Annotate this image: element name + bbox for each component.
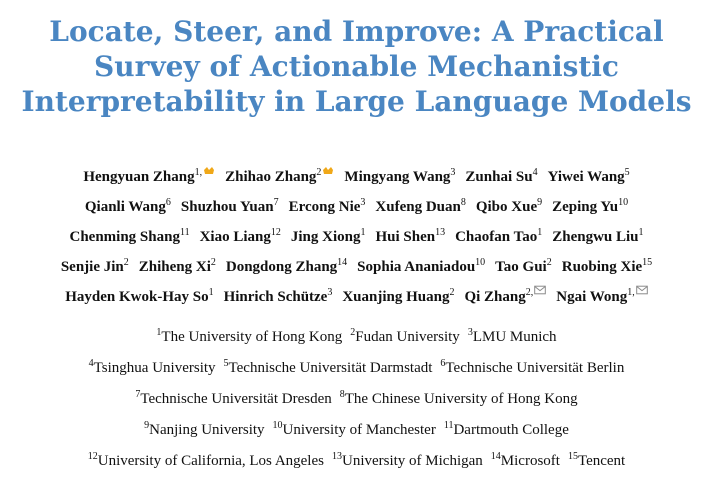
author-name xyxy=(289,192,366,222)
affiliation-item xyxy=(491,446,560,477)
affiliation-superscript: 10 xyxy=(475,257,486,268)
author-name xyxy=(495,252,552,282)
affiliation-item xyxy=(224,353,433,384)
affiliation-superscript: 2 xyxy=(210,257,216,268)
author-name xyxy=(200,222,281,252)
author-name-text: Ercong Nie xyxy=(288,199,361,215)
author-name xyxy=(375,192,465,222)
title-line: Survey of Actionable Mechanistic xyxy=(94,50,619,83)
author-name xyxy=(476,192,542,222)
affiliation-name: The University of Hong Kong xyxy=(161,329,343,345)
author-name xyxy=(552,192,628,222)
author-name xyxy=(61,252,129,282)
affiliation-number: 1 xyxy=(156,327,162,338)
affiliation-superscript: 5 xyxy=(624,167,630,178)
affiliation-superscript: 3 xyxy=(450,167,456,178)
affiliation-number: 11 xyxy=(443,420,454,431)
affiliation-number: 7 xyxy=(135,389,141,400)
author-name-text: Yiwei Wang xyxy=(547,169,625,185)
author-name xyxy=(139,252,216,282)
affiliation-item xyxy=(468,322,557,353)
affiliation-number: 8 xyxy=(339,389,345,400)
author-name-text: Hengyuan Zhang xyxy=(83,169,195,185)
author-name xyxy=(464,282,546,312)
affiliation-item xyxy=(156,322,342,353)
affiliation-name: University of California, Los Angeles xyxy=(97,453,324,469)
affiliation-name: Dartmouth College xyxy=(453,422,569,438)
author-name-text: Hayden Kwok-Hay So xyxy=(65,289,209,305)
affiliation-row xyxy=(0,415,713,446)
paper-title xyxy=(0,14,713,119)
equal-contribution-icon xyxy=(322,165,334,175)
author-name-text: Xufeng Duan xyxy=(375,199,461,215)
affiliation-number: 15 xyxy=(567,451,578,462)
affiliation-item xyxy=(340,384,578,415)
envelope-icon xyxy=(534,285,546,295)
affiliation-item xyxy=(350,322,460,353)
affiliation-superscript: 7 xyxy=(273,197,279,208)
affiliation-superscript: 1 xyxy=(537,227,543,238)
affiliation-number: 9 xyxy=(144,420,150,431)
title-line: Locate, Steer, and Improve: A Practical xyxy=(49,15,664,48)
author-name-text: Sophia Ananiadou xyxy=(357,259,476,275)
author-row xyxy=(0,282,713,312)
envelope-icon xyxy=(636,285,648,295)
author-name-text: Shuzhou Yuan xyxy=(180,199,274,215)
affiliation-number: 6 xyxy=(440,358,446,369)
affiliation-superscript: 1, xyxy=(627,287,635,298)
author-name-text: Xiao Liang xyxy=(199,229,271,245)
author-name-text: Zhihao Zhang xyxy=(225,169,317,185)
author-name-text: Xuanjing Huang xyxy=(342,289,450,305)
author-name xyxy=(375,222,445,252)
author-name-text: Qi Zhang xyxy=(464,289,526,305)
affiliation-superscript: 11 xyxy=(179,227,190,238)
author-name-text: Zunhai Su xyxy=(465,169,533,185)
author-name xyxy=(83,162,215,192)
author-name xyxy=(465,162,537,192)
affiliation-name: Technische Universität Darmstadt xyxy=(228,360,433,376)
affiliation-item xyxy=(273,415,436,446)
affiliation-superscript: 2 xyxy=(449,287,455,298)
affiliation-number: 10 xyxy=(272,420,283,431)
author-name xyxy=(65,282,213,312)
author-name xyxy=(181,192,279,222)
author-name-text: Zhengwu Liu xyxy=(552,229,639,245)
author-name-text: Mingyang Wang xyxy=(344,169,451,185)
affiliation-superscript: 10 xyxy=(618,197,629,208)
affiliation-list xyxy=(0,322,713,477)
author-name xyxy=(556,282,648,312)
author-name-text: Chaofan Tao xyxy=(455,229,538,245)
author-row xyxy=(0,222,713,252)
affiliation-name: Technische Universität Dresden xyxy=(140,391,332,407)
author-name-text: Dongdong Zhang xyxy=(225,259,338,275)
affiliation-item xyxy=(89,353,216,384)
author-name xyxy=(69,222,189,252)
affiliation-item xyxy=(144,415,264,446)
affiliation-superscript: 1 xyxy=(638,227,644,238)
author-name xyxy=(548,162,630,192)
author-name xyxy=(226,252,347,282)
author-row xyxy=(0,192,713,222)
author-name xyxy=(85,192,171,222)
affiliation-item xyxy=(568,446,625,477)
author-name xyxy=(344,162,455,192)
affiliation-superscript: 15 xyxy=(642,257,653,268)
author-name-text: Zeping Yu xyxy=(552,199,619,215)
author-name xyxy=(455,222,542,252)
affiliation-item xyxy=(88,446,324,477)
affiliation-row xyxy=(0,322,713,353)
affiliation-superscript: 8 xyxy=(460,197,466,208)
author-name-text: Ngai Wong xyxy=(556,289,628,305)
affiliation-number: 5 xyxy=(223,358,229,369)
affiliation-superscript: 2 xyxy=(546,257,552,268)
affiliation-superscript: 1 xyxy=(360,227,366,238)
author-name xyxy=(552,222,643,252)
affiliation-number: 14 xyxy=(490,451,501,462)
equal-contribution-icon xyxy=(203,165,215,175)
affiliation-superscript: 14 xyxy=(337,257,348,268)
title-line: Interpretability in Large Language Models xyxy=(21,85,692,118)
affiliation-superscript: 3 xyxy=(327,287,333,298)
affiliation-name: University of Michigan xyxy=(341,453,483,469)
author-row xyxy=(0,162,713,192)
affiliation-row xyxy=(0,384,713,415)
affiliation-superscript: 6 xyxy=(165,197,171,208)
affiliation-row xyxy=(0,353,713,384)
affiliation-item xyxy=(444,415,569,446)
author-name-text: Qibo Xue xyxy=(475,199,538,215)
affiliation-superscript: 1 xyxy=(208,287,214,298)
affiliation-item xyxy=(440,353,624,384)
affiliation-name: Technische Universität Berlin xyxy=(445,360,625,376)
author-name-text: Hui Shen xyxy=(375,229,436,245)
author-name xyxy=(562,252,652,282)
affiliation-superscript: 9 xyxy=(537,197,543,208)
affiliation-superscript: 2 xyxy=(123,257,129,268)
affiliation-item xyxy=(135,384,331,415)
affiliation-item xyxy=(332,446,483,477)
affiliation-superscript: 12 xyxy=(270,227,281,238)
affiliation-number: 4 xyxy=(88,358,94,369)
affiliation-name: LMU Munich xyxy=(472,329,557,345)
author-name-text: Tao Gui xyxy=(495,259,547,275)
author-name xyxy=(357,252,485,282)
affiliation-superscript: 3 xyxy=(360,197,366,208)
affiliation-number: 13 xyxy=(331,451,342,462)
author-name xyxy=(225,162,334,192)
affiliation-name: University of Manchester xyxy=(282,422,436,438)
affiliation-number: 2 xyxy=(350,327,356,338)
affiliation-name: Microsoft xyxy=(500,453,560,469)
affiliation-name: Tencent xyxy=(577,453,626,469)
affiliation-number: 3 xyxy=(467,327,473,338)
author-row xyxy=(0,252,713,282)
affiliation-superscript: 2 xyxy=(316,167,322,178)
author-name-text: Jing Xiong xyxy=(290,229,361,245)
author-name-text: Qianli Wang xyxy=(84,199,166,215)
affiliation-name: Nanjing University xyxy=(149,422,265,438)
author-name-text: Hinrich Schütze xyxy=(223,289,328,305)
author-name-text: Senjie Jin xyxy=(60,259,124,275)
author-name-text: Zhiheng Xi xyxy=(138,259,211,275)
affiliation-name: Fudan University xyxy=(355,329,460,345)
affiliation-name: Tsinghua University xyxy=(93,360,216,376)
affiliation-superscript: 4 xyxy=(532,167,538,178)
affiliation-superscript: 1, xyxy=(194,167,203,178)
affiliation-name: The Chinese University of Hong Kong xyxy=(344,391,578,407)
affiliation-number: 12 xyxy=(87,451,98,462)
affiliation-row xyxy=(0,446,713,477)
affiliation-superscript: 13 xyxy=(435,227,446,238)
author-name-text: Chenming Shang xyxy=(69,229,180,245)
author-name xyxy=(291,222,366,252)
author-name-text: Ruobing Xie xyxy=(561,259,643,275)
author-name xyxy=(342,282,454,312)
author-name xyxy=(224,282,333,312)
affiliation-superscript: 2, xyxy=(525,287,534,298)
author-list xyxy=(0,162,713,312)
